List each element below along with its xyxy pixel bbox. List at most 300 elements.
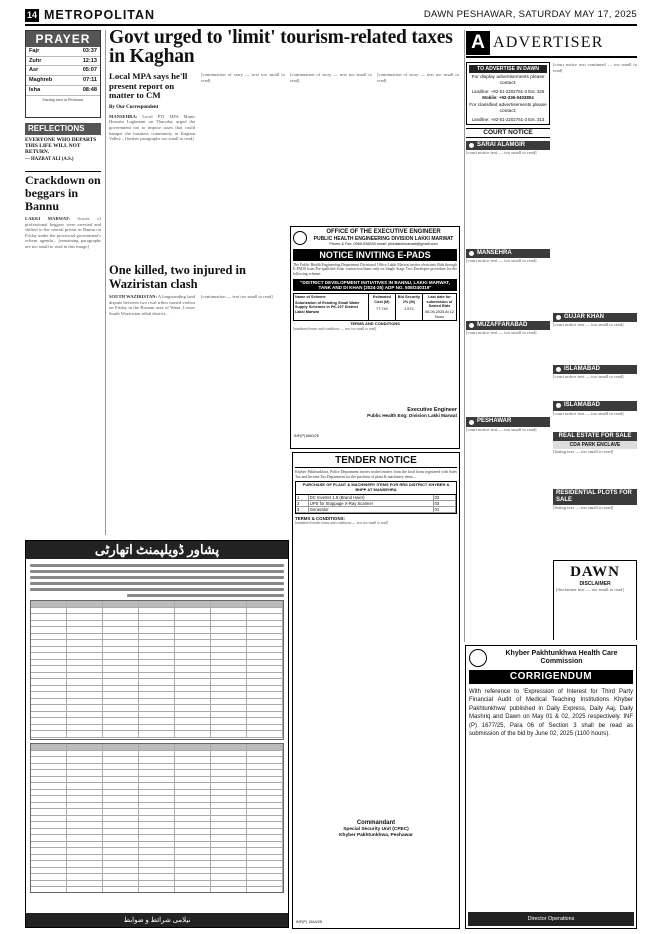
main-col3: [continuation of story — text too small to read] xyxy=(290,72,372,83)
table-cell xyxy=(67,608,103,614)
table-cell xyxy=(175,744,211,750)
table-cell xyxy=(211,770,247,776)
urdu-ad-footer: نیلامی شرائط و ضوابط xyxy=(26,913,288,927)
placeholder-text: [numbered tender terms and conditions — text too small to read] xyxy=(295,521,389,526)
table-cell xyxy=(139,816,175,822)
table-cell xyxy=(67,757,103,763)
table-cell xyxy=(31,868,67,874)
tender-terms-title: TERMS & CONDITIONS: xyxy=(295,515,346,521)
table-cell xyxy=(139,790,175,796)
table-cell xyxy=(67,666,103,672)
table-cell xyxy=(103,829,139,835)
table-cell xyxy=(103,764,139,770)
table-cell xyxy=(67,816,103,822)
table-cell xyxy=(67,868,103,874)
court-notice-city: MANSEHRA xyxy=(477,250,512,257)
table-cell xyxy=(139,757,175,763)
col-scheme-head: Name of Scheme xyxy=(295,295,326,300)
tender-item-no: 1 xyxy=(296,495,309,500)
urdu-ad-title: پشاور ڈویلپمنٹ اتھارٹی xyxy=(26,541,288,559)
table-cell xyxy=(103,887,139,893)
table-cell xyxy=(103,634,139,640)
table-cell xyxy=(175,666,211,672)
table-cell xyxy=(247,868,283,874)
main-subhead: Local MPA says he'll present report on matter to CM xyxy=(109,72,188,101)
court-notice-city-header xyxy=(466,141,550,150)
table-cell xyxy=(139,829,175,835)
table-cell xyxy=(67,653,103,659)
table-cell xyxy=(247,887,283,893)
table-cell xyxy=(175,699,211,705)
table-cell xyxy=(103,751,139,757)
masthead xyxy=(25,9,637,23)
table-cell xyxy=(211,887,247,893)
corrigendum-body: With reference to 'Expression of Interest for Third Party Financial Audit of Medical Teaching Institutions Khyber Pakhtunkhwa' published in Daily Express, Daily Aaj, Daily Mashriq and Dawn on May 01 & 02, 2025 respectively. INF (P) 1677/25, Para 06 of Section 3 shall be read as submission of the bid by June 02, 2025 (1100 hours). xyxy=(469,689,633,738)
table-cell xyxy=(211,699,247,705)
table-cell xyxy=(175,718,211,724)
table-cell xyxy=(247,764,283,770)
table-cell xyxy=(211,855,247,861)
table-cell xyxy=(211,881,247,887)
wazir-col2: [continuation — text too small to read] xyxy=(201,294,273,299)
table-cell xyxy=(175,868,211,874)
table-cell xyxy=(247,848,283,854)
table-cell xyxy=(31,614,67,620)
table-cell xyxy=(31,796,67,802)
placeholder-text: [court notice text — too small to read] xyxy=(466,330,537,336)
table-cell xyxy=(211,751,247,757)
office-line2: PUBLIC HEALTH ENGINEERING DIVISION LAKKI MARWAT xyxy=(313,236,454,243)
table-cell xyxy=(175,764,211,770)
table-cell xyxy=(31,712,67,718)
table-cell xyxy=(31,887,67,893)
dawn-logo: DAWN xyxy=(570,564,620,581)
table-cell xyxy=(247,699,283,705)
office-line1: OFFICE OF THE EXECUTIVE ENGINEER xyxy=(326,229,441,235)
table-cell xyxy=(139,822,175,828)
table-cell xyxy=(31,686,67,692)
notice-table xyxy=(293,293,457,321)
table-cell xyxy=(175,621,211,627)
notice-program: "DISTRICT DEVELOPMENT INITIATIVES IN BANNU, LAKKI MARWAT, TANK AND DI KHAN (2024-25) ADP NO. 508/240319" xyxy=(293,279,457,292)
table-cell xyxy=(247,686,283,692)
table-cell xyxy=(67,744,103,750)
prayer-row xyxy=(26,66,100,76)
table-cell xyxy=(67,835,103,841)
crackdown-story xyxy=(25,174,101,536)
table-cell xyxy=(67,874,103,880)
placeholder-text: [remaining paragraphs are too small to read in this image] xyxy=(25,238,101,249)
prayer-name: Zuhr xyxy=(29,57,42,64)
table-cell xyxy=(247,718,283,724)
table-cell xyxy=(67,829,103,835)
table-cell xyxy=(139,666,175,672)
bullet-icon xyxy=(469,143,474,148)
table-cell xyxy=(103,725,139,731)
advertise-box-title: TO ADVERTISE IN DAWN xyxy=(469,65,547,73)
exec-ref: INF(P)1860/25 xyxy=(294,434,319,439)
table-cell xyxy=(247,861,283,867)
table-cell xyxy=(175,640,211,646)
table-cell xyxy=(103,718,139,724)
table-cell xyxy=(247,725,283,731)
table-cell xyxy=(31,627,67,633)
col-security-head: Bid Security 2% (M) xyxy=(397,295,420,304)
table-cell xyxy=(103,848,139,854)
table-cell xyxy=(211,777,247,783)
table-cell xyxy=(103,822,139,828)
table-cell xyxy=(103,861,139,867)
reflections-box xyxy=(25,123,101,171)
placeholder-text: [listing text — too small to read] xyxy=(553,448,614,454)
table-cell xyxy=(31,848,67,854)
table-cell xyxy=(139,673,175,679)
table-cell xyxy=(139,686,175,692)
table-cell xyxy=(103,809,139,815)
table-cell xyxy=(211,653,247,659)
wazir-body: A longstanding land dispute between two rival tribes turned violent on Friday in the Rustam area of Wana, Lower South Waziristan tribal district... xyxy=(109,294,195,316)
table-cell xyxy=(103,842,139,848)
tender-item-no: 3 xyxy=(296,507,309,512)
table-cell xyxy=(67,627,103,633)
table-cell xyxy=(175,816,211,822)
table-cell xyxy=(67,705,103,711)
table-cell xyxy=(103,744,139,750)
table-cell xyxy=(31,673,67,679)
hcc-logo-icon xyxy=(469,649,487,667)
table-cell xyxy=(211,608,247,614)
placeholder-text: [court notice text continued — too small to read] xyxy=(553,62,637,73)
prayer-time: 07:11 xyxy=(83,77,97,84)
table-cell xyxy=(139,660,175,666)
placeholder-text: [disclaimer text — too small to read] xyxy=(556,587,624,593)
advertiser-title: ADVERTISER xyxy=(493,34,604,52)
tender-item-row xyxy=(296,507,456,513)
notice-intro: The Public Health Engineering Department Divisional Office Lakki Marwat invites electronic Bids through E-PADS from Pre-qualified Solar contractors/firms only on Single Stage Two Envelopes procedure for the following scheme: xyxy=(293,262,457,276)
table-cell xyxy=(103,621,139,627)
table-cell xyxy=(175,861,211,867)
table-cell xyxy=(175,608,211,614)
table-cell xyxy=(211,764,247,770)
table-cell xyxy=(103,614,139,620)
table-cell xyxy=(139,809,175,815)
table-cell xyxy=(31,790,67,796)
table-cell xyxy=(247,712,283,718)
table-cell xyxy=(103,686,139,692)
table-cell xyxy=(139,868,175,874)
prayer-name: Isha xyxy=(29,86,41,93)
table-cell xyxy=(139,770,175,776)
table-cell xyxy=(67,803,103,809)
urdu-auction-table-1 xyxy=(30,600,284,740)
table-cell xyxy=(67,692,103,698)
dateline: DAWN PESHAWAR, SATURDAY MAY 17, 2025 xyxy=(423,9,637,20)
table-cell xyxy=(103,666,139,672)
table-cell xyxy=(175,855,211,861)
table-cell xyxy=(67,614,103,620)
table-cell xyxy=(67,783,103,789)
court-notices-left xyxy=(466,141,550,489)
prayer-time: 05:07 xyxy=(82,67,97,74)
table-cell xyxy=(139,699,175,705)
notice-title: NOTICE INVITING E-PADS xyxy=(293,249,457,261)
table-cell xyxy=(103,770,139,776)
table-cell xyxy=(103,731,139,737)
table-cell xyxy=(139,848,175,854)
table-cell xyxy=(175,614,211,620)
table-cell xyxy=(103,855,139,861)
table-cell xyxy=(175,627,211,633)
table-cell xyxy=(211,822,247,828)
table-cell xyxy=(139,601,175,607)
table-cell xyxy=(31,699,67,705)
table-cell xyxy=(31,835,67,841)
table-cell xyxy=(31,881,67,887)
table-cell xyxy=(139,634,175,640)
table-cell xyxy=(31,705,67,711)
table-cell xyxy=(103,835,139,841)
table-cell xyxy=(67,647,103,653)
table-cell xyxy=(175,673,211,679)
table-cell xyxy=(31,829,67,835)
table-cell xyxy=(211,842,247,848)
table-cell xyxy=(67,718,103,724)
placeholder-text: [further paragraphs too small to read] xyxy=(125,136,194,142)
table-cell xyxy=(31,744,67,750)
table-row xyxy=(31,731,283,738)
table-cell xyxy=(247,790,283,796)
table-cell xyxy=(139,881,175,887)
table-cell xyxy=(211,660,247,666)
prayer-row xyxy=(26,76,100,86)
dawn-disclaimer xyxy=(553,560,637,640)
table-cell xyxy=(103,692,139,698)
table-cell xyxy=(31,718,67,724)
table-cell xyxy=(175,660,211,666)
table-cell xyxy=(139,712,175,718)
table-cell xyxy=(211,692,247,698)
table-cell xyxy=(211,790,247,796)
scheme-name: Solarization of Existing Small Water Supply Schemes in PK-107 District Lakki Marwat xyxy=(295,300,360,314)
col-date-head: Last date for submission of Sealed Bids xyxy=(426,295,453,309)
table-cell xyxy=(139,764,175,770)
corrigendum-ad xyxy=(465,645,637,929)
table-cell xyxy=(247,640,283,646)
table-cell xyxy=(31,855,67,861)
table-cell xyxy=(211,829,247,835)
prayer-times xyxy=(26,47,100,96)
table-cell xyxy=(175,692,211,698)
prayer-row xyxy=(26,57,100,67)
table-cell xyxy=(67,731,103,737)
table-cell xyxy=(175,731,211,737)
prayer-time: 08:48 xyxy=(82,86,97,93)
prayer-note: Starting time in Peshawar xyxy=(42,96,84,102)
table-cell xyxy=(67,777,103,783)
table-cell xyxy=(175,796,211,802)
reflections-title: REFLECTIONS xyxy=(25,123,101,135)
table-cell xyxy=(211,861,247,867)
table-cell xyxy=(67,673,103,679)
table-cell xyxy=(247,679,283,685)
main-col4: [continuation of story — text too small to read] xyxy=(377,72,459,83)
court-notice-city-header xyxy=(466,417,550,426)
table-cell xyxy=(247,770,283,776)
table-cell xyxy=(211,874,247,880)
corrigendum-footer: Director Operations xyxy=(468,912,634,926)
urdu-auction-table-2 xyxy=(30,743,284,893)
prayer-name: Fajr xyxy=(29,48,40,54)
table-cell xyxy=(103,608,139,614)
table-cell xyxy=(139,653,175,659)
table-cell xyxy=(31,809,67,815)
table-cell xyxy=(67,601,103,607)
table-cell xyxy=(139,796,175,802)
tender-notice-ad xyxy=(292,452,460,929)
crackdown-headline[interactable]: Crackdown on beggars in Bannu xyxy=(25,174,101,213)
table-cell xyxy=(67,634,103,640)
table-cell xyxy=(247,653,283,659)
placeholder-text: [court notice text — too small to read] xyxy=(466,258,537,264)
table-cell xyxy=(139,887,175,893)
table-cell xyxy=(247,809,283,815)
table-cell xyxy=(139,842,175,848)
main-col2: [continuation of story — text too small to read] xyxy=(201,72,285,83)
table-cell xyxy=(175,686,211,692)
terms-title: TERMS AND CONDITIONS xyxy=(350,321,400,327)
table-cell xyxy=(67,640,103,646)
table-cell xyxy=(139,783,175,789)
table-cell xyxy=(175,835,211,841)
table-cell xyxy=(175,751,211,757)
table-cell xyxy=(67,887,103,893)
table-cell xyxy=(247,647,283,653)
table-cell xyxy=(103,803,139,809)
table-cell xyxy=(211,744,247,750)
tender-item-item: UPS for Stoppage X-Ray Scanner xyxy=(309,501,434,506)
table-cell xyxy=(211,621,247,627)
table-cell xyxy=(247,835,283,841)
placeholder-text: [court notice text — too small to read] xyxy=(553,374,624,380)
court-notice-city: PESHAWAR xyxy=(477,418,512,425)
tender-intro: Khyber Pakhtunkhwa, Police Department invites sealed tenders from the local firms registered with Sales Tax and Income Tax Department for the purchase of plant & machinery items... xyxy=(295,470,457,479)
table-cell xyxy=(175,803,211,809)
wazir-headline[interactable]: One killed, two injured in Waziristan clash xyxy=(109,264,246,291)
tender-item-item: Generator xyxy=(309,507,434,512)
placeholder-text: [court notice text — too small to read] xyxy=(466,150,537,156)
table-cell xyxy=(247,803,283,809)
advertise-line5: Landline: +92-51-2202761-3 Ext. 313 xyxy=(471,116,545,122)
exec-sign-title: Executive Engineer xyxy=(407,406,457,413)
table-cell xyxy=(139,705,175,711)
table-cell xyxy=(247,829,283,835)
table-cell xyxy=(31,653,67,659)
advertiser-a-icon: A xyxy=(466,31,490,55)
kp-emblem-icon xyxy=(293,231,307,245)
placeholder-text: [numbered terms and conditions — text too small to read] xyxy=(293,326,377,331)
table-cell xyxy=(31,601,67,607)
table-cell xyxy=(139,835,175,841)
table-cell xyxy=(67,699,103,705)
main-byline: By Our Correspondent xyxy=(109,104,159,110)
prayer-box xyxy=(25,30,101,118)
prayer-name: Asr xyxy=(29,67,39,74)
placeholder-text: [court notice text — too small to read] xyxy=(466,426,537,432)
table-cell xyxy=(31,660,67,666)
table-cell xyxy=(211,647,247,653)
table-cell xyxy=(103,816,139,822)
table-cell xyxy=(103,868,139,874)
exec-sign-sub: Public Health Eng: Division Lakki Marwat xyxy=(367,413,457,419)
table-cell xyxy=(103,647,139,653)
tender-item-qty: 01 xyxy=(434,507,456,512)
table-cell xyxy=(67,725,103,731)
table-cell xyxy=(247,627,283,633)
table-cell xyxy=(175,822,211,828)
table-cell xyxy=(103,679,139,685)
table-cell xyxy=(103,705,139,711)
tender-items-table xyxy=(295,495,457,514)
scheme-cost: 77.740 xyxy=(376,307,388,312)
table-cell xyxy=(67,770,103,776)
table-cell xyxy=(103,660,139,666)
court-notice-city: SARAI ALAMGIR xyxy=(477,141,526,148)
placeholder-text: [court notice text — too small to read] xyxy=(553,410,624,416)
table-cell xyxy=(31,751,67,757)
table-cell xyxy=(247,673,283,679)
table-cell xyxy=(211,803,247,809)
tender-sign-title: Commandant xyxy=(356,820,396,827)
table-cell xyxy=(139,718,175,724)
tender-table-title: PURCHASE OF PLANT & MACHINERY ITEMS FOR RRS DISTRICT KHYBER & BHPP AT MANSEHRA xyxy=(295,481,457,495)
placeholder-text: [listing text — too small to read] xyxy=(553,505,614,511)
table-cell xyxy=(175,601,211,607)
table-cell xyxy=(139,777,175,783)
table-cell xyxy=(67,796,103,802)
table-cell xyxy=(67,809,103,815)
table-cell xyxy=(139,614,175,620)
main-headline[interactable]: Govt urged to 'limit' tourism-related taxes in Kaghan xyxy=(109,28,453,67)
advertise-line3: Mobile: +92-336-0403804 xyxy=(482,95,534,101)
table-cell xyxy=(175,647,211,653)
table-cell xyxy=(67,764,103,770)
table-cell xyxy=(67,861,103,867)
table-cell xyxy=(247,783,283,789)
table-cell xyxy=(31,783,67,789)
table-cell xyxy=(247,757,283,763)
urdu-text-block xyxy=(26,559,288,597)
table-cell xyxy=(31,757,67,763)
table-cell xyxy=(139,874,175,880)
table-cell xyxy=(103,783,139,789)
table-cell xyxy=(211,686,247,692)
table-cell xyxy=(31,679,67,685)
table-cell xyxy=(67,881,103,887)
table-cell xyxy=(175,634,211,640)
table-cell xyxy=(31,803,67,809)
table-cell xyxy=(211,816,247,822)
prayer-time: 03:37 xyxy=(82,48,97,54)
advertiser-logo xyxy=(466,30,637,58)
table-cell xyxy=(103,601,139,607)
table-cell xyxy=(211,718,247,724)
court-notice-city: ISLAMABAD xyxy=(564,402,600,409)
office-phone: Phone & Fax: 0969-538339 email: phedlakkimarwat@gmail.com xyxy=(329,242,438,247)
table-cell xyxy=(103,712,139,718)
table-cell xyxy=(67,679,103,685)
prayer-time: 12:13 xyxy=(82,57,97,64)
advertise-line2: Landline: +92-51-2202761-3 Ext. 326 xyxy=(471,88,545,94)
